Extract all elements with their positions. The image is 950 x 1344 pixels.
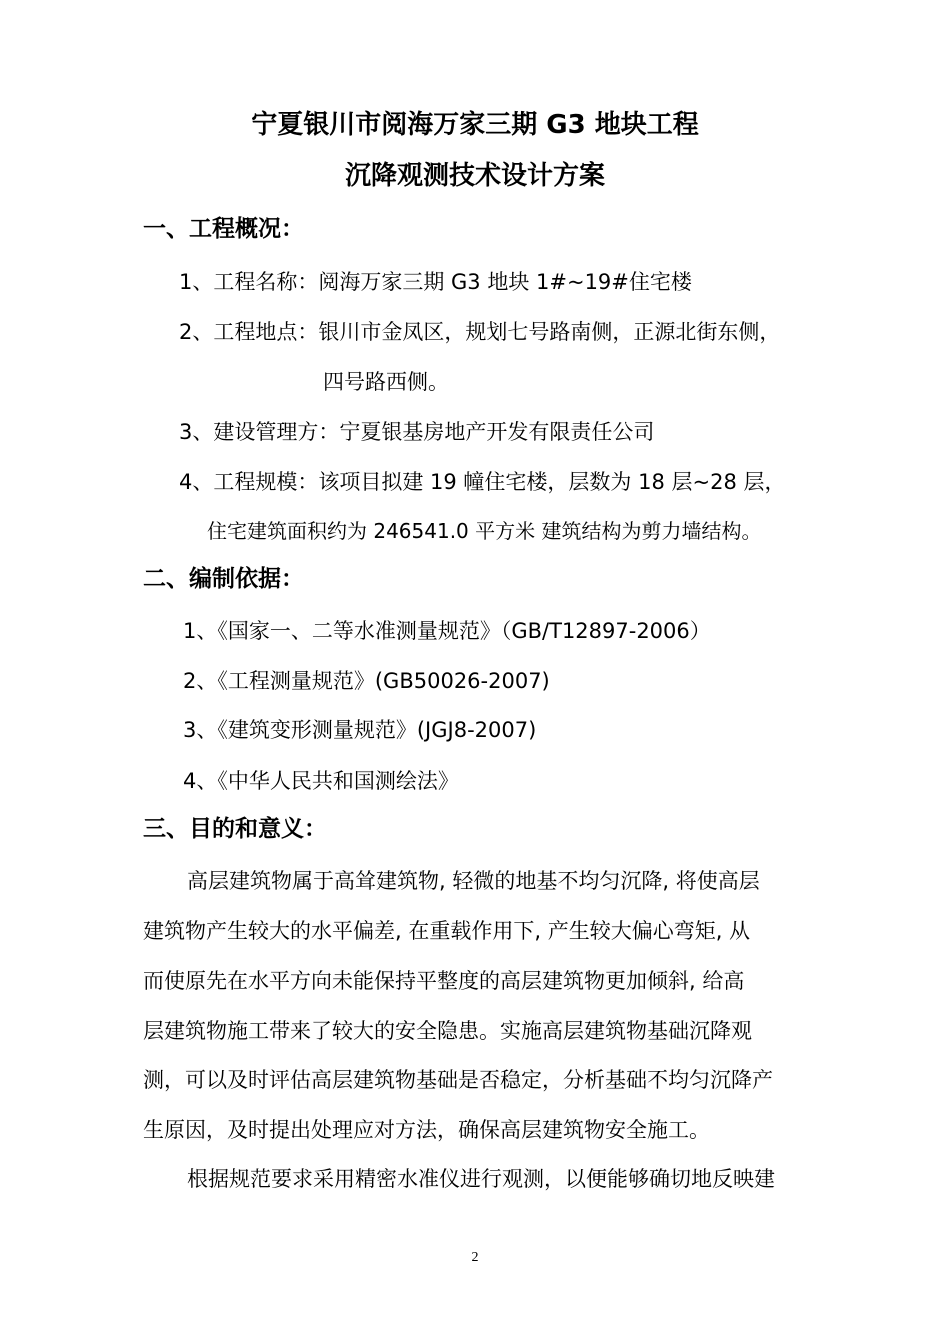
basis-item-2: 2、《工程测量规范》(GB50026-2007)	[183, 669, 550, 693]
purpose-paragraph-line: 高层建筑物属于高耸建筑物, 轻微的地基不均匀沉降, 将使高层	[187, 869, 760, 893]
overview-item-scale-cont: 住宅建筑面积约为 246541.0 平方米 建筑结构为剪力墙结构。	[207, 519, 762, 543]
purpose-paragraph-line: 建筑物产生较大的水平偏差, 在重载作用下, 产生较大偏心弯矩, 从	[143, 919, 751, 943]
overview-item-location: 2、工程地点：银川市金凤区，规划七号路南侧，正源北街东侧，	[179, 320, 781, 344]
section-heading-purpose: 三、目的和意义：	[143, 816, 327, 842]
page-title-line-2: 沉降观测技术设计方案	[344, 161, 605, 191]
section-heading-basis: 二、编制依据：	[143, 566, 304, 592]
purpose-paragraph-line: 测，可以及时评估高层建筑物基础是否稳定，分析基础不均匀沉降产	[143, 1068, 773, 1092]
overview-item-scale: 4、工程规模：该项目拟建 19 幢住宅楼，层数为 18 层~28 层，	[179, 470, 786, 494]
overview-item-name: 1、工程名称：阅海万家三期 G3 地块 1#~19#住宅楼	[179, 270, 692, 294]
overview-item-manager: 3、建设管理方：宁夏银基房地产开发有限责任公司	[179, 420, 655, 444]
basis-item-3: 3、《建筑变形测量规范》(JGJ8-2007)	[183, 718, 537, 742]
purpose-paragraph-line: 生原因，及时提出处理应对方法，确保高层建筑物安全施工。	[143, 1118, 710, 1142]
purpose-paragraph-line: 而使原先在水平方向未能保持平整度的高层建筑物更加倾斜, 给高	[143, 969, 745, 993]
section-heading-overview: 一、工程概况：	[143, 216, 304, 242]
page-title-line-1: 宁夏银川市阅海万家三期 G3 地块工程	[251, 110, 699, 140]
page-number: 2	[471, 1250, 479, 1265]
purpose-paragraph-line: 根据规范要求采用精密水准仪进行观测，以便能够确切地反映建	[187, 1167, 775, 1191]
basis-item-1: 1、《国家一、二等水准测量规范》（GB/T12897-2006）	[183, 619, 711, 643]
basis-item-4: 4、《中华人民共和国测绘法》	[183, 769, 459, 793]
purpose-paragraph-line: 层建筑物施工带来了较大的安全隐患。实施高层建筑物基础沉降观	[143, 1019, 752, 1043]
overview-item-location-cont: 四号路西侧。	[323, 370, 449, 394]
